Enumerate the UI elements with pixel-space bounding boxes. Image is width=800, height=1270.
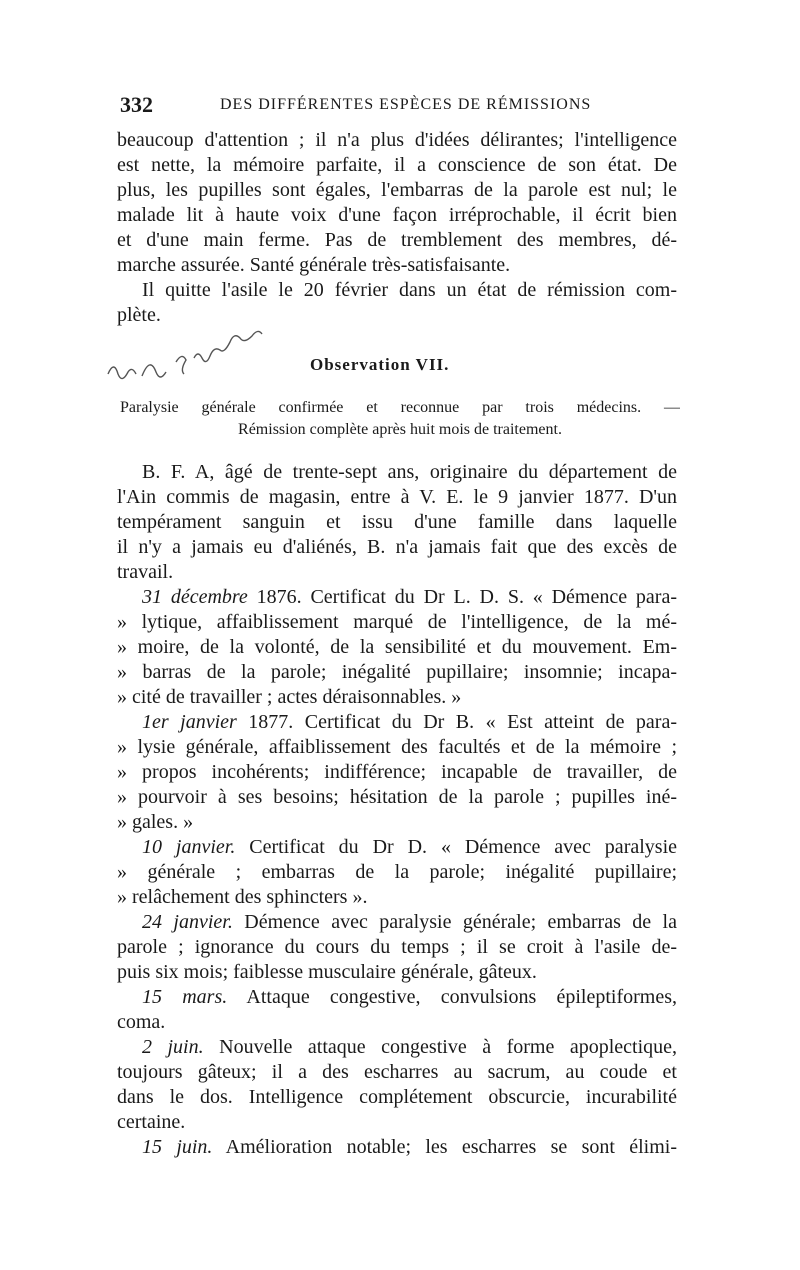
text-line: dans le dos. Intelligence complétement obscurcie, incurabilité	[117, 1086, 677, 1108]
paragraph-continuation	[117, 128, 677, 328]
text-line: tempérament sanguin et issu d'une famille dans laquelle	[117, 511, 677, 533]
entry-date: 31 décembre	[142, 586, 248, 608]
observation-summary	[120, 397, 680, 441]
dated-entry-line: 10 janvier. Certificat du Dr D. « Démence avec paralysie	[142, 836, 677, 858]
text-line: beaucoup d'attention ; il n'a plus d'idées délirantes; l'intelligence	[117, 129, 677, 151]
summary-line: Rémission complète après huit mois de traitement.	[238, 421, 562, 438]
running-title: DES DIFFÉRENTES ESPÈCES DE RÉMISSIONS	[220, 96, 592, 113]
dated-entry-line: 31 décembre 1876. Certificat du Dr L. D. S. « Démence para-	[142, 586, 677, 608]
text-line: » moire, de la volonté, de la sensibilité et du mouvement. Em-	[117, 636, 677, 658]
dated-entry-line: 1er janvier 1877. Certificat du Dr B. « Est atteint de para-	[142, 711, 677, 733]
text-line: toujours gâteux; il a des escharres au sacrum, au coude et	[117, 1061, 677, 1083]
text-line: il n'y a jamais eu d'aliénés, B. n'a jamais fait que des excès de	[117, 536, 677, 558]
page-number: 332	[120, 92, 153, 117]
text-line: » pourvoir à ses besoins; hésitation de la parole ; pupilles iné-	[117, 786, 677, 808]
handwritten-annotation	[100, 326, 300, 396]
text-line: Il quitte l'asile le 20 février dans un état de rémission com-	[142, 279, 677, 301]
text-line: » lytique, affaiblissement marqué de l'intelligence, de la mé-	[117, 611, 677, 633]
text-line: » propos incohérents; indifférence; incapable de travailler, de	[117, 761, 677, 783]
entry-date: 15 juin.	[142, 1136, 213, 1158]
summary-line: Paralysie générale confirmée et reconnue par trois médecins. —	[120, 399, 680, 416]
text-line: » barras de la parole; inégalité pupillaire; insomnie; incapa-	[117, 661, 677, 683]
handwritten-note-text: Lèt. A. Franchet	[110, 390, 119, 391]
text-line: certaine.	[117, 1111, 186, 1133]
entry-date: 10 janvier.	[142, 836, 236, 858]
text-line: plus, les pupilles sont égales, l'embarras de la parole est nul; le	[117, 179, 677, 201]
text-line: marche assurée. Santé générale très-satisfaisante.	[117, 254, 511, 276]
text-line: parole ; ignorance du cours du temps ; il se croit à l'asile de-	[117, 936, 677, 958]
text-line: l'Ain commis de magasin, entre à V. E. le 9 janvier 1877. D'un	[117, 486, 677, 508]
text-line: plète.	[117, 304, 161, 326]
dated-entry-line: 24 janvier. Démence avec paralysie générale; embarras de la	[142, 911, 677, 933]
entry-date: 1er janvier	[142, 711, 237, 733]
dated-entry-line: 2 juin. Nouvelle attaque congestive à forme apoplectique,	[142, 1036, 677, 1058]
text-line: » relâchement des sphincters ».	[117, 886, 368, 908]
text-line: puis six mois; faiblesse musculaire générale, gâteux.	[117, 961, 537, 983]
text-line: malade lit à haute voix d'une façon irréprochable, il écrit bien	[117, 204, 677, 226]
text-line: B. F. A, âgé de trente-sept ans, originaire du département de	[142, 461, 677, 483]
text-line: » cité de travailler ; actes déraisonnables. »	[117, 686, 462, 708]
case-report	[117, 460, 677, 1160]
dated-entry-line: 15 mars. Attaque congestive, convulsions épileptiformes,	[142, 986, 677, 1008]
text-line: » générale ; embarras de la parole; inégalité pupillaire;	[117, 861, 677, 883]
entry-date: 2 juin.	[142, 1036, 204, 1058]
text-line: et d'une main ferme. Pas de tremblement des membres, dé-	[117, 229, 677, 251]
observation-title: Observation VII.	[310, 355, 450, 374]
text-line: » lysie générale, affaiblissement des facultés et de la mémoire ;	[117, 736, 677, 758]
text-line: coma.	[117, 1011, 166, 1033]
text-line: travail.	[117, 561, 174, 583]
entry-date: 15 mars.	[142, 986, 228, 1008]
entry-date: 24 janvier.	[142, 911, 233, 933]
dated-entry-line: 15 juin. Amélioration notable; les escharres se sont élimi-	[142, 1136, 677, 1158]
text-line: » gales. »	[117, 811, 194, 833]
text-line: est nette, la mémoire parfaite, il a conscience de son état. De	[117, 154, 677, 176]
page-header	[120, 92, 680, 118]
